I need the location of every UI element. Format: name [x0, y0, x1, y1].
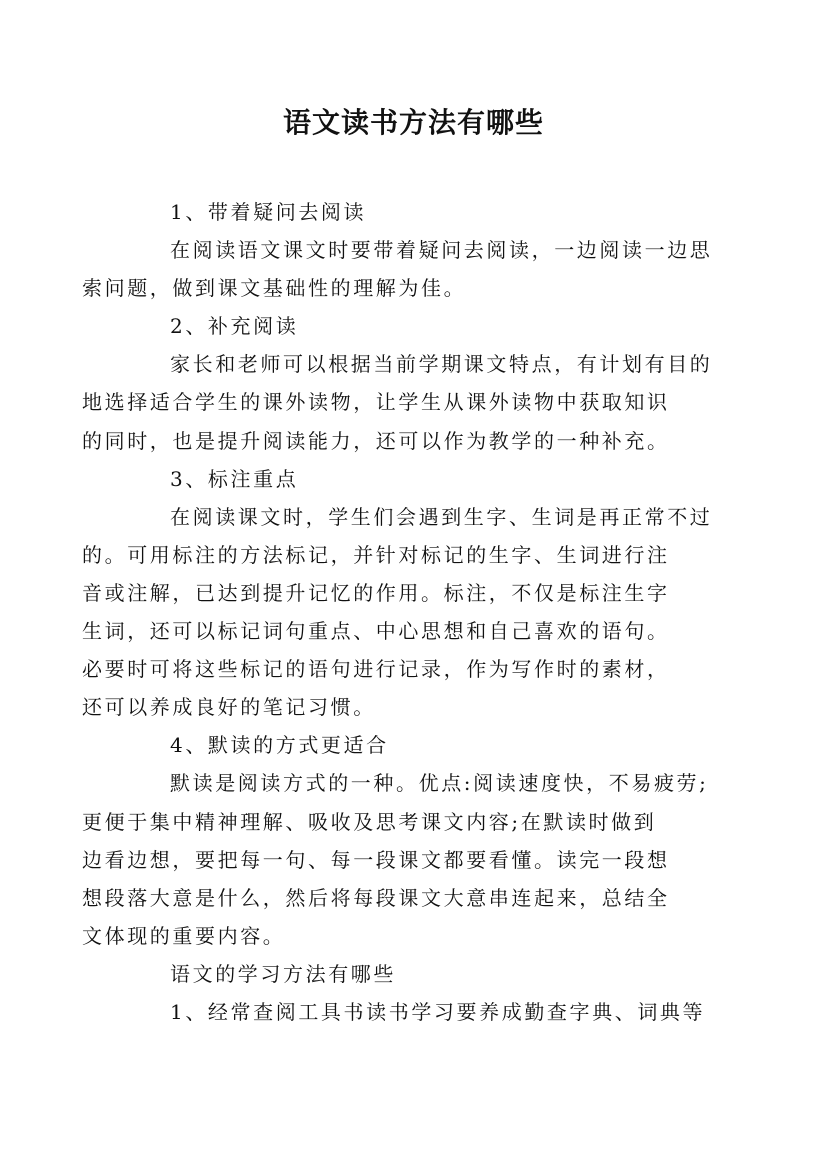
- paragraph-line: 生词，还可以标记词句重点、中心思想和自己喜欢的语句。: [82, 619, 670, 644]
- section-heading-1: 1、带着疑问去阅读: [170, 200, 367, 224]
- paragraph-line: 地选择适合学生的课外读物，让学生从课外读物中获取知识: [82, 390, 670, 415]
- document-body: [82, 193, 713, 1031]
- paragraph-line: 文体现的重要内容。: [82, 923, 286, 948]
- paragraph-2: [82, 345, 713, 459]
- paragraph-line: 边看边想，要把每一句、每一段课文都要看懂。读完一段想: [82, 847, 670, 872]
- paragraph-line: 还可以养成良好的笔记习惯。: [82, 695, 376, 720]
- paragraph-1: [82, 231, 713, 307]
- paragraph-line: 在阅读课文时，学生们会遇到生字、生词是再正常不过: [170, 504, 713, 529]
- page-title: 语文读书方法有哪些: [282, 106, 544, 139]
- section-heading-3: 3、标注重点: [170, 466, 299, 491]
- paragraph-line: 的。可用标注的方法标记，并针对标记的生字、生词进行注: [82, 542, 670, 567]
- paragraph-line: 音或注解，已达到提升记忆的作用。标注，不仅是标注生字: [82, 580, 670, 605]
- paragraph-line: 的同时，也是提升阅读能力，还可以作为教学的一种补充。: [82, 428, 670, 453]
- paragraph-line: 1、经常查阅工具书读书学习要养成勤查字典、词典等: [170, 999, 706, 1024]
- paragraph-3: [82, 498, 713, 727]
- section-heading-2: 2、补充阅读: [170, 314, 299, 339]
- paragraph-line: 在阅读语文课文时要带着疑问去阅读，一边阅读一边思: [170, 238, 713, 263]
- paragraph-4: [82, 764, 711, 954]
- paragraph-line: 更便于集中精神理解、吸收及思考课文内容;在默读时做到: [82, 809, 657, 834]
- paragraph-line: 索问题，做到课文基础性的理解为佳。: [82, 276, 467, 301]
- paragraph-5: [126, 993, 711, 1031]
- paragraph-line: 家长和老师可以根据当前学期课文特点，有计划有目的: [170, 352, 713, 377]
- paragraph-line: 必要时可将这些标记的语句进行记录，作为写作时的素材，: [82, 657, 670, 682]
- section-heading-5: 语文的学习方法有哪些: [170, 961, 396, 986]
- paragraph-line: 默读是阅读方式的一种。优点:阅读速度快，不易疲劳;: [170, 771, 709, 796]
- section-heading-4: 4、默读的方式更适合: [170, 733, 389, 758]
- paragraph-line: 想段落大意是什么，然后将每段课文大意串连起来，总结全: [82, 885, 670, 910]
